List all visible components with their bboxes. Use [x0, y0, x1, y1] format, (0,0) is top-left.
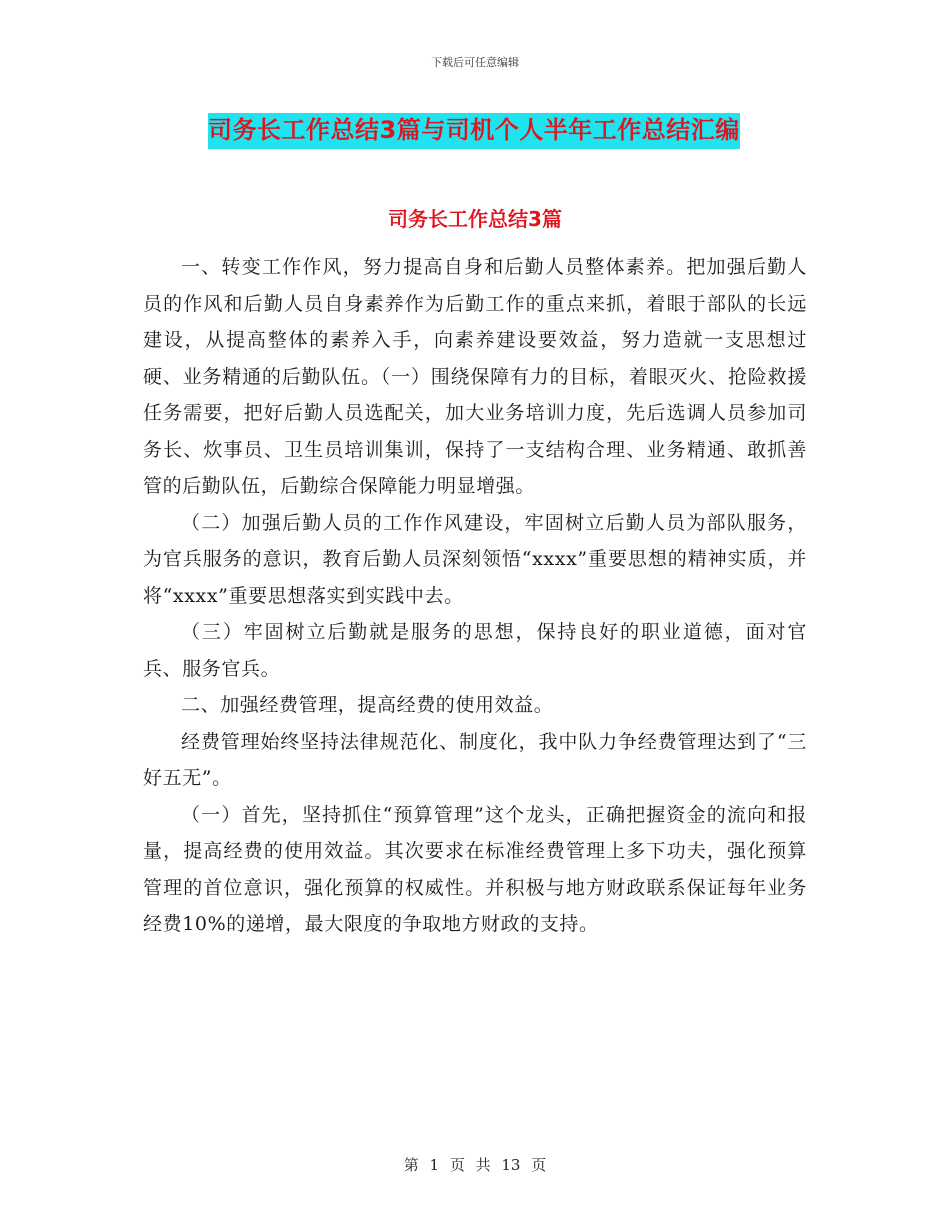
- paragraph-3: （三）牢固树立后勤就是服务的思想，保持良好的职业道德，面对官兵、服务官兵。: [143, 621, 807, 680]
- page-footer: 第 1 页 共 13 页: [403, 1156, 547, 1174]
- paragraph-4: 二、加强经费管理，提高经费的使用效益。: [181, 694, 554, 716]
- document-body: [143, 249, 807, 943]
- document-title: 司务长工作总结3篇与司机个人半年工作总结汇编: [208, 113, 740, 149]
- header-note: 下载后可任意编辑: [431, 56, 519, 69]
- paragraph-2: （二）加强后勤人员的工作作风建设，牢固树立后勤人员为部队服务，为官兵服务的意识，教育后勤人员深刻领悟“xxxx”重要思想的精神实质，并将“xxxx”重要思想落实到实践中去。: [143, 511, 807, 607]
- paragraph-5: 经费管理始终坚持法律规范化、制度化，我中队力争经费管理达到了“三好五无”。: [143, 730, 807, 789]
- paragraph-6: （一）首先，坚持抓住“预算管理”这个龙头，正确把握资金的流向和报量，提高经费的使用效益。其次要求在标准经费管理上多下功夫，强化预算管理的首位意识，强化预算的权威性。并积极与地方财政联系保证每年业务经费10%的递增，最大限度的争取地方财政的支持。: [143, 803, 807, 935]
- paragraph-1: 一、转变工作作风，努力提高自身和后勤人员整体素养。把加强后勤人员的作风和后勤人员自身素养作为后勤工作的重点来抓，着眼于部队的长远建设，从提高整体的素养入手，向素养建设要效益，努力造就一支思想过硬、业务精通的后勤队伍。（一）围绕保障有力的目标，着眼灭火、抢险救援任务需要，把好后勤人员选配关，加大业务培训力度，先后选调人员参加司务长、炊事员、卫生员培训集训，保持了一支结构合理、业务精通、敢抓善管的后勤队伍，后勤综合保障能力明显增强。: [143, 256, 807, 497]
- section-title: 司务长工作总结3篇: [388, 207, 562, 231]
